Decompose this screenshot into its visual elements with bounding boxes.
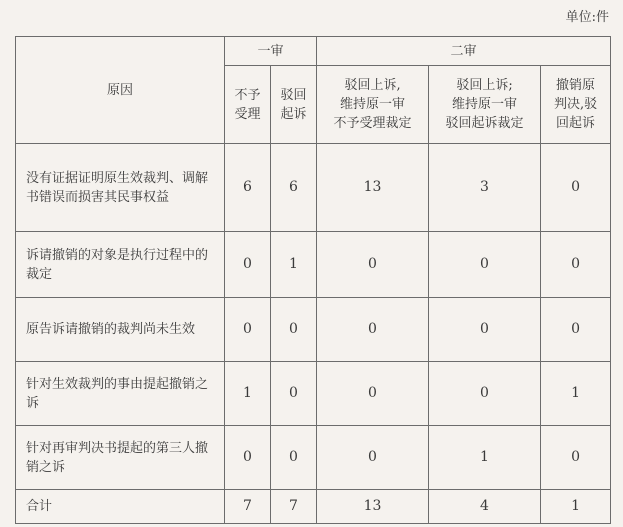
table-row [16,232,611,298]
row-reason: 诉请撤销的对象是执行过程中的裁定 [16,232,225,298]
row-value: 0 [317,362,429,426]
header-first-instance: 一审 [225,37,317,66]
row-value: 3 [429,144,541,232]
table-row [16,298,611,362]
total-label: 合计 [16,490,225,524]
header-second-instance: 二审 [317,37,611,66]
row-value: 0 [429,298,541,362]
row-value: 0 [317,232,429,298]
table-row [16,362,611,426]
row-value: 0 [541,298,611,362]
row-value: 0 [541,144,611,232]
row-value: 0 [271,298,317,362]
row-value: 0 [429,362,541,426]
header-col-2: 驳回上诉, 维持原一审 不予受理裁定 [317,66,429,144]
row-value: 13 [317,144,429,232]
row-value: 1 [271,232,317,298]
header-col-4: 撤销原 判决,驳 回起诉 [541,66,611,144]
row-reason: 针对生效裁判的事由提起撤销之诉 [16,362,225,426]
total-value: 4 [429,490,541,524]
statistics-table [15,36,611,524]
table-row [16,144,611,232]
row-value: 0 [317,298,429,362]
total-value: 7 [225,490,271,524]
header-col-0: 不予 受理 [225,66,271,144]
row-value: 0 [271,426,317,490]
row-value: 0 [429,232,541,298]
row-value: 0 [271,362,317,426]
header-reason: 原因 [16,37,225,144]
header-col-1: 驳回 起诉 [271,66,317,144]
row-value: 0 [225,298,271,362]
row-reason: 原告诉请撤销的裁判尚未生效 [16,298,225,362]
total-row [16,490,611,524]
row-value: 0 [225,232,271,298]
total-value: 1 [541,490,611,524]
row-value: 1 [225,362,271,426]
row-value: 0 [225,426,271,490]
row-value: 6 [225,144,271,232]
table-row [16,426,611,490]
row-value: 0 [541,232,611,298]
unit-label: 单位:件 [565,10,609,25]
total-value: 7 [271,490,317,524]
row-value: 1 [429,426,541,490]
table-body [16,144,611,524]
row-value: 1 [541,362,611,426]
header-col-3: 驳回上诉; 维持原一审 驳回起诉裁定 [429,66,541,144]
total-value: 13 [317,490,429,524]
row-value: 0 [317,426,429,490]
row-value: 6 [271,144,317,232]
row-reason: 针对再审判决书提起的第三人撤销之诉 [16,426,225,490]
row-reason: 没有证据证明原生效裁判、调解书错误而损害其民事权益 [16,144,225,232]
row-value: 0 [541,426,611,490]
